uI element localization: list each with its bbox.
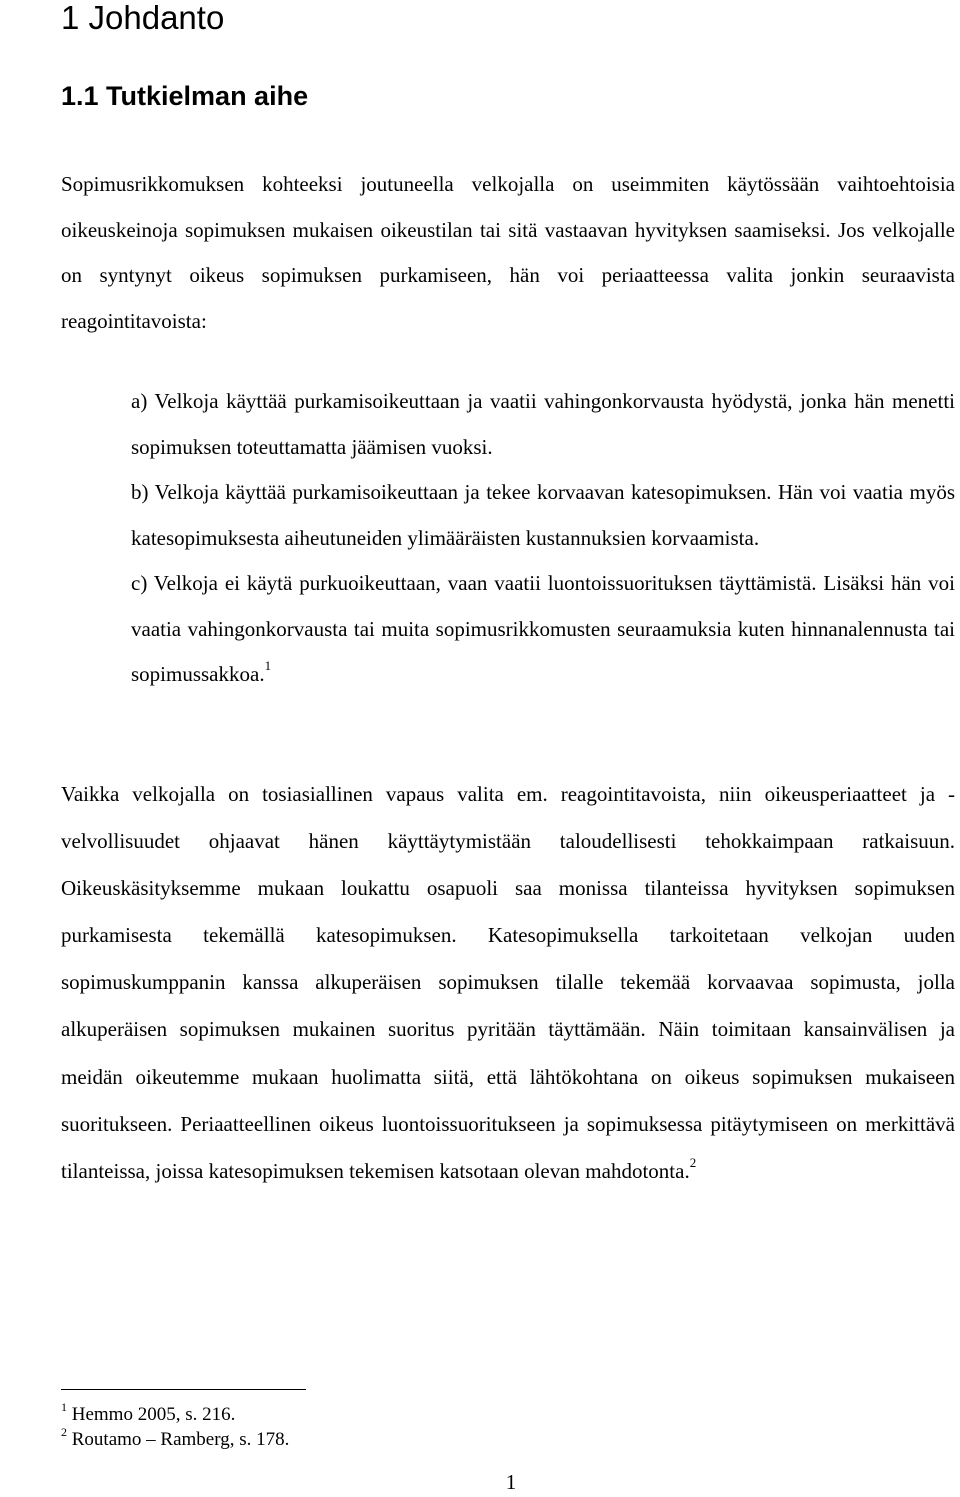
footnote-1: [61, 1399, 289, 1427]
footnote-text: Routamo – Ramberg, s. 178.: [71, 1429, 290, 1450]
footnote-number: 1: [61, 1399, 67, 1414]
section-heading: 1.1 Tutkielman aihe: [61, 81, 309, 111]
footnotes: [61, 1399, 290, 1452]
list-item-c: [131, 561, 955, 698]
intro-paragraph: Sopimusrikkomuksen kohteeksi joutuneella velkojalla on useimmiten käytössään vaihtoehtoisia oikeuskeinoja sopimuksen mukaisen oikeustilan tai sitä vastaavan hyvityksen saamiseksi. Jos velkojalle on syntynyt oikeus sopimuksen purkamiseen, hän voi periaatteessa valita jonkin seuraavista reagointitavoista:: [61, 172, 955, 333]
list-item-a: a) Velkoja käyttää purkamisoikeuttaan ja vaatii vahingonkorvausta hyödystä, jonka hän menetti sopimuksen toteuttamatta jäämisen vuoksi.: [131, 389, 955, 459]
main-paragraph-text: Vaikka velkojalla on tosiasiallinen vapaus valita em. reagointitavoista, niin oikeusperiaatteet ja -velvollisuudet ohjaavat hänen käyttäytymistään taloudellisesti tehokkaimpaan ratkaisuun. Oikeuskäsityksemme mukaan loukattu osapuoli saa monissa tilanteissa hyvityksen sopimuksen purkamisesta tekemällä katesopimuksen. Katesopimuksella tarkoitetaan velkojan uuden sopimuskumppanin kanssa alkuperäisen sopimuksen tilalle tekemää korvaavaa sopimusta, jolla alkuperäisen sopimuksen mukainen suoritus pyritään täyttämään. Näin toimitaan kansainvälisen ja meidän oikeutemme mukaan huolimatta siitä, että lähtökohtana on oikeus sopimuksen mukaiseen suoritukseen. Periaatteellinen oikeus luontoissuoritukseen ja sopimuksessa pitäytymiseen on merkittävä tilanteissa, joissa katesopimuksen tekemisen katsotaan olevan mahdotonta.: [61, 782, 955, 1183]
footnote-ref-2[interactable]: 2: [689, 1154, 697, 1170]
footnote-separator: [61, 1389, 306, 1390]
main-paragraph: [61, 771, 955, 1195]
page-number: 1: [505, 1470, 517, 1494]
footnote-2: [61, 1424, 290, 1452]
footnote-number: 2: [61, 1424, 67, 1439]
list-item-b: b) Velkoja käyttää purkamisoikeuttaan ja tekee korvaavan katesopimuksen. Hän voi vaatia myös katesopimuksesta aiheutuneiden ylimääräisten kustannuksien korvaamista.: [131, 480, 955, 550]
reaction-options-list: [131, 379, 955, 698]
footnote-ref-1[interactable]: 1: [264, 658, 272, 673]
chapter-heading: 1 Johdanto: [61, 0, 225, 36]
footnote-text: Hemmo 2005, s. 216.: [71, 1404, 236, 1425]
list-item-c-text: c) Velkoja ei käytä purkuoikeuttaan, vaan vaatii luontoissuorituksen täyttämistä. Lisäksi hän voi vaatia vahingonkorvausta tai muita sopimusrikkomusten seuraamuksia kuten hinnanalennusta tai sopimussakkoa.: [131, 571, 955, 686]
